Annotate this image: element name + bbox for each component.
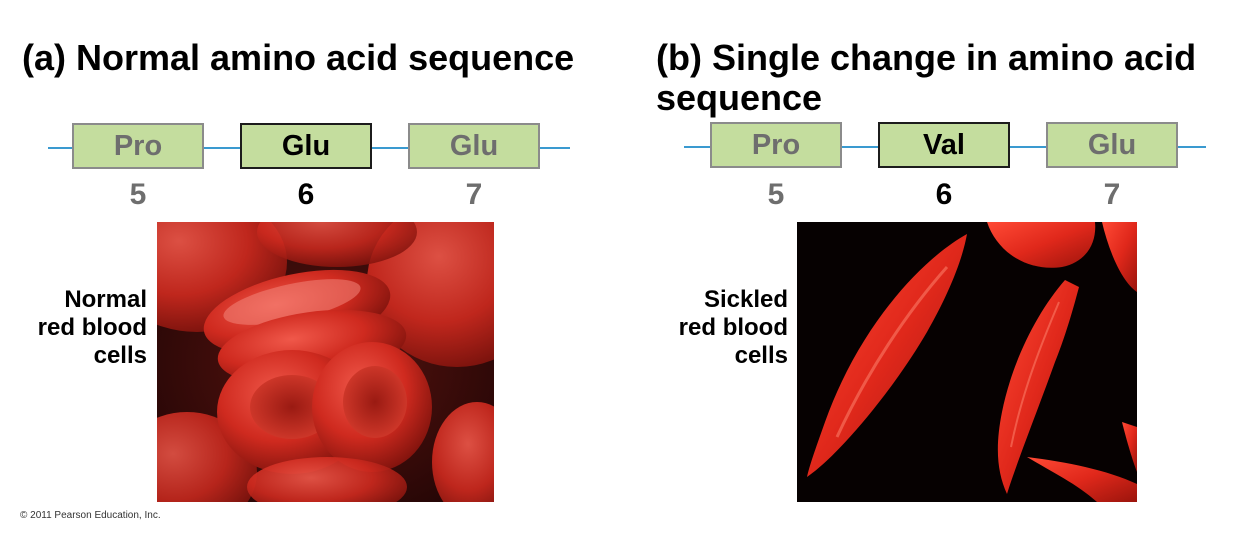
position-number: 7 [465,178,483,211]
label-line: Sickled [703,286,788,313]
copyright-notice: © 2011 Pearson Education, Inc. [20,510,161,521]
label-line: red blood [37,314,147,341]
label-line: cells [734,342,788,369]
position-number-highlighted: 6 [297,178,315,211]
position-number: 7 [1103,178,1121,211]
label-line: Normal [64,286,147,313]
residue-glu: Glu [1046,122,1178,168]
panel-a-sequence [48,123,570,173]
label-line: cells [93,342,147,369]
sickled-red-blood-cells-micrograph [797,222,1137,502]
sickled-cells-label [643,286,788,370]
residue-pro: Pro [710,122,842,168]
label-line: red blood [678,314,788,341]
panel-a-title: (a) Normal amino acid sequence [22,37,575,78]
residue-glu-highlighted: Glu [240,123,372,169]
panel-b-sequence [684,122,1206,172]
normal-cells-label [2,286,147,370]
position-number: 5 [129,178,147,211]
normal-red-blood-cells-micrograph [157,222,494,502]
position-number-highlighted: 6 [935,178,953,211]
panel-b-title: (b) Single change in amino acid sequence [656,37,1197,118]
residue-val-highlighted: Val [878,122,1010,168]
residue-glu: Glu [408,123,540,169]
residue-pro: Pro [72,123,204,169]
position-number: 5 [767,178,785,211]
